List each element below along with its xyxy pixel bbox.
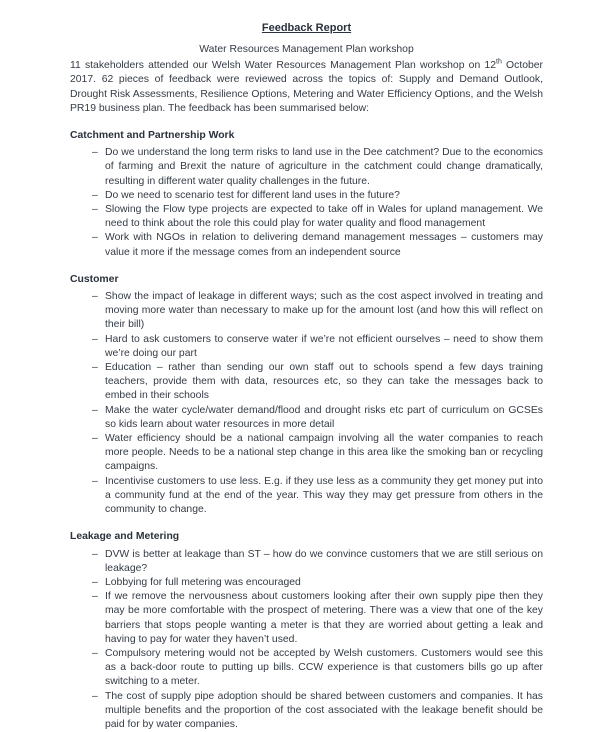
intro-paragraph	[70, 59, 543, 116]
bullet-list	[70, 290, 543, 517]
bullet-item: – Education – rather than sending our own staff out to schools spend a few days training teachers, provide them with data, resources etc, so they can take the messages back to embed in their schools	[70, 361, 543, 404]
bullet-item: – Make the water cycle/water demand/flood and drought risks etc part of curriculum on GCSEs so kids learn about water resources in more detail	[70, 404, 543, 432]
intro-text-start: 11 stakeholders attended our Welsh Water Resources Management Plan workshop on 12	[70, 60, 496, 71]
bullet-item: – Do we understand the long term risks to land use in the Dee catchment? Due to the economics of farming and Brexit the nature of agriculture in the catchment could change dramatically, resulting in different water quality challenges in the future.	[70, 146, 543, 189]
document-title: Feedback Report	[70, 21, 543, 35]
bullet-item: – Hard to ask customers to conserve water if we’re not efficient ourselves – need to show them we’re doing our part	[70, 333, 543, 361]
intro-text-end: October 2017. 62 pieces of feedback were reviewed across the topics of: Supply and Demand Outlook, Drought Risk Assessments, Resilience Options, Metering and Water Efficiency Options, and the Welsh PR19 business plan. The feedback has been summarised below:	[70, 60, 543, 114]
bullet-item: – If we remove the nervousness about customers looking after their own supply pipe then they may be more comfortable with the prospect of metering. There was a view that one of the key barriers that stops people wanting a meter is that they are worried about getting a leak and having to pay for water they haven’t used.	[70, 590, 543, 647]
section-leakage-and-metering	[70, 530, 543, 732]
bullet-item: – Lobbying for full metering was encouraged	[70, 576, 543, 590]
bullet-item: – Slowing the Flow type projects are expected to take off in Wales for upland management. We need to think about the role this could play for water quality and flood management	[70, 203, 543, 231]
bullet-item: – DVW is better at leakage than ST – how do we convince customers that we are still serious on leakage?	[70, 548, 543, 576]
bullet-item: – Water efficiency should be a national campaign involving all the water companies to reach more people. Needs to be a national step change in this area like the smoking ban or recycling campaigns.	[70, 432, 543, 475]
bullet-item: – Compulsory metering would not be accepted by Welsh customers. Customers would see this as a back-door route to putting up bills. CCW experience is that customers bills go up after switching to a meter.	[70, 647, 543, 690]
section-heading: Catchment and Partnership Work	[70, 129, 543, 143]
bullet-item: – The cost of supply pipe adoption should be shared between customers and companies. It has multiple benefits and the proportion of the cost associated with the leakage benefit should be paid for by water companies.	[70, 690, 543, 732]
bullet-item: – Work with NGOs in relation to delivering demand management messages – customers may value it more if the message comes from an independent source	[70, 231, 543, 259]
bullet-item: – Do we need to scenario test for different land uses in the future?	[70, 189, 543, 203]
bullet-list	[70, 548, 543, 732]
section-customer	[70, 273, 543, 517]
section-heading: Leakage and Metering	[70, 530, 543, 544]
bullet-list	[70, 146, 543, 260]
document-subtitle: Water Resources Management Plan workshop	[70, 43, 543, 57]
bullet-item: – Show the impact of leakage in different ways; such as the cost aspect involved in treating and moving more water than necessary to make up for the amount lost (and how this will reflect on their bill)	[70, 290, 543, 333]
bullet-item: – Incentivise customers to use less. E.g. if they use less as a community they get money put into a community fund at the end of the year. This way they may get pressure from others in the community to change.	[70, 475, 543, 518]
section-heading: Customer	[70, 273, 543, 287]
section-catchment-and-partnership-work	[70, 129, 543, 260]
ordinal-superscript: th	[496, 59, 502, 66]
